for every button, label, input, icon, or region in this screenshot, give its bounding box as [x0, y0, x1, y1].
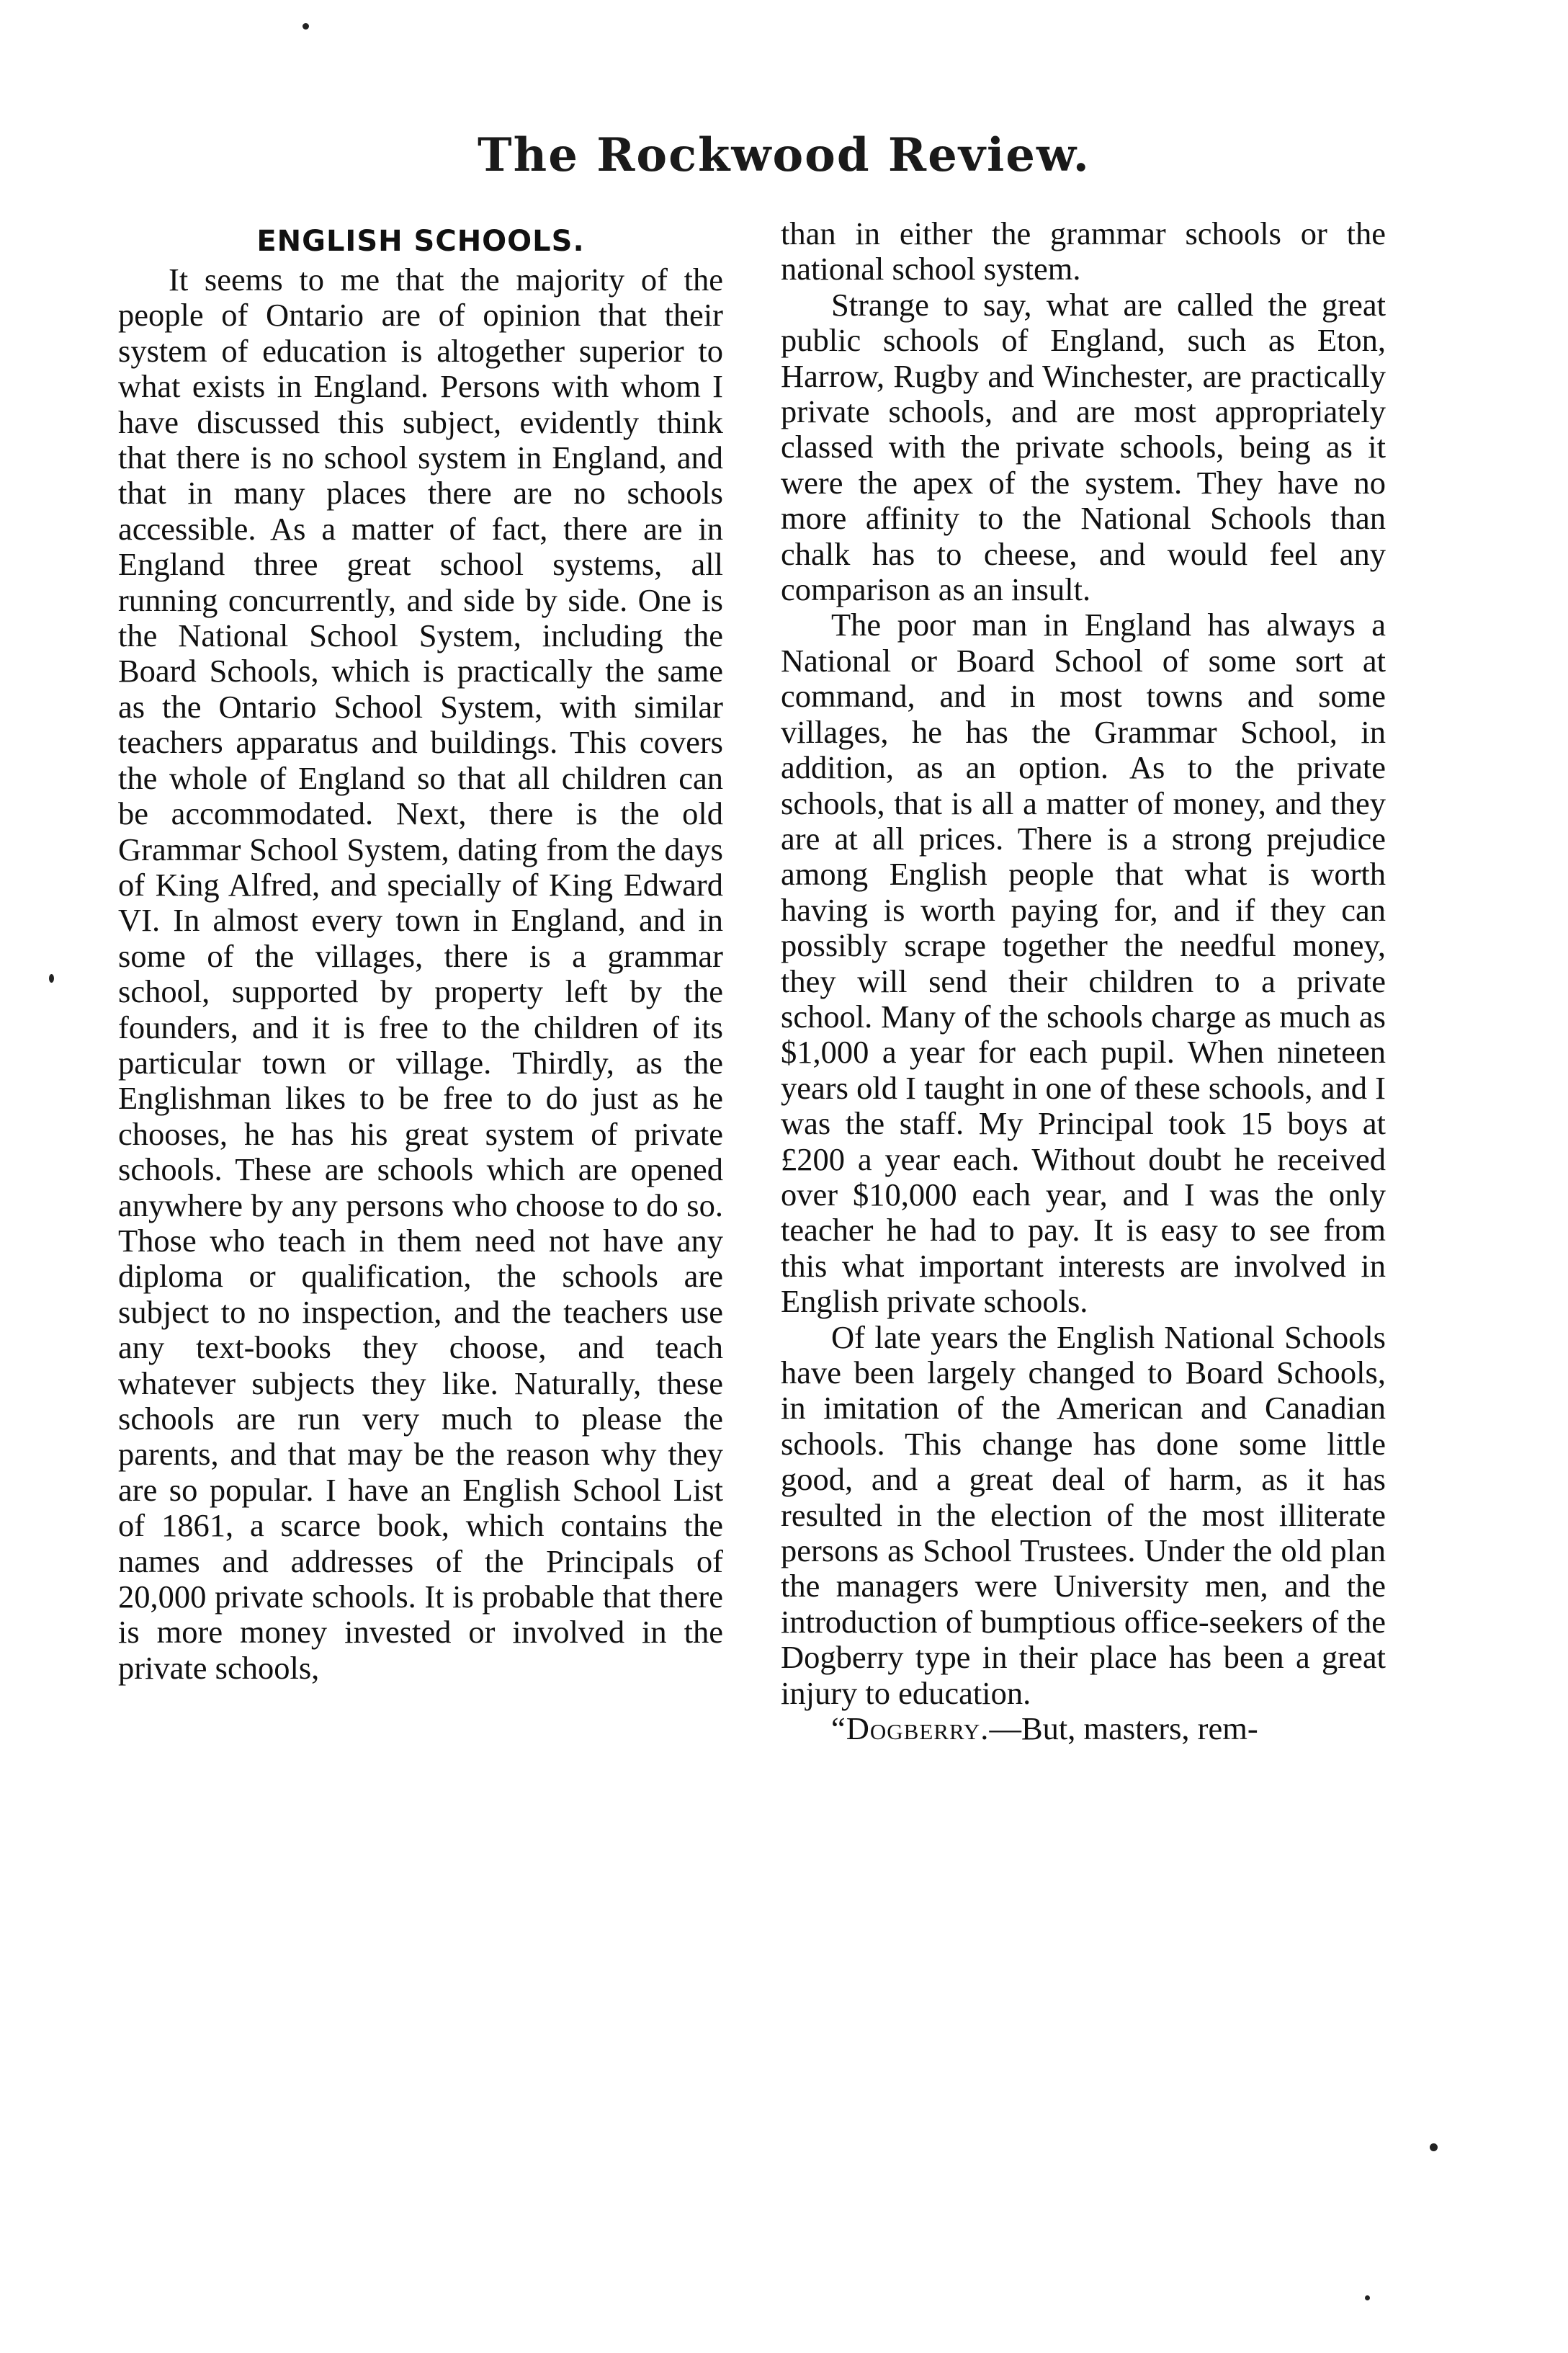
left-column [118, 216, 723, 1686]
print-speck [1365, 2295, 1370, 2300]
print-speck [1430, 2143, 1438, 2151]
paragraph: It seems to me that the majority of the people of Ontario are of opinion that their system of education is altogether superior to what exists in England. Persons with whom I have discussed this subject, evidently think that there is no school system in England, and that in many places there are no schools accessible. As a matter of fact, there are in England three great school systems, all running concurrently, and side by side. One is the National School System, including the Board Schools, which is practically the same as the Ontario School System, with similar teachers apparatus and buildings. This covers the whole of England so that all children can be accommodated. Next, there is the old Grammar School System, dating from the days of King Alfred, and specially of King Edward VI. In almost every town in England, and in some of the villages, there is a grammar school, supported by property left by the founders, and it is free to the children of its particular town or village. Thirdly, as the Englishman likes to be free to do just as he chooses, he has his great system of private schools. These are schools which are opened anywhere by any persons who choose to do so. Those who teach in them need not have any diploma or qualification, the schools are subject to no inspection, and the teachers use any text-books they choose, and teach whatever subjects they like. Naturally, these schools are run very much to please the parents, and that may be the reason why they are so popular. I have an English School List of 1861, a scarce book, which contains the names and addresses of the Principals of 20,000 private schools. It is probable that there is more money invested or involved in the private schools, [118, 262, 723, 1686]
quote-text: —But, masters, rem- [989, 1710, 1258, 1747]
print-speck [303, 23, 309, 30]
print-speck [49, 974, 54, 983]
article-heading: ENGLISH SCHOOLS. [256, 225, 585, 258]
quote-speaker: “Dogberry. [831, 1710, 990, 1747]
paragraph: than in either the grammar schools or the national school system. [781, 215, 1386, 287]
right-column [781, 216, 1386, 1746]
closing-quote [781, 1711, 1386, 1746]
paragraph: Of late years the English National Schools have been largely changed to Board Schools, in imitation of the American and Canadian schools. This change has done some little good, and a great deal of harm, as it has resulted in the election of the most illiterate persons as School Trustees. Under the old plan the managers were University men, and the introduction of bumptious office-seekers of the Dogberry type in their place has been a great injury to education. [781, 1318, 1386, 1711]
paragraph: The poor man in England has always a National or Board School of some sort at command, and in most towns and some villages, he has the Grammar School, in addition, as an option. As to the private schools, that is all a matter of money, and they are at all prices. There is a strong prejudice among English people that what is worth having is worth paying for, and if they can possibly scrape together the needful money, they will send their children to a private school. Many of the schools charge as much as $1,000 a year for each pupil. When nineteen years old I taught in one of these schools, and I was the staff. My Principal took 15 boys at £200 a year each. Without doubt he received over $10,000 each year, and I was the only teacher he had to pay. It is easy to see from this what important interests are involved in English private schools. [781, 607, 1386, 1320]
paragraph: Strange to say, what are called the great public schools of England, such as Eton, Harrow, Rugby and Winchester, are practically private schools, and are most appropriately classed with the private schools, being as it were the apex of the system. They have no more affinity to the National Schools than chalk has to cheese, and would feel any comparison as an insult. [781, 286, 1386, 608]
masthead-title: The Rockwood Review. [478, 128, 1090, 182]
